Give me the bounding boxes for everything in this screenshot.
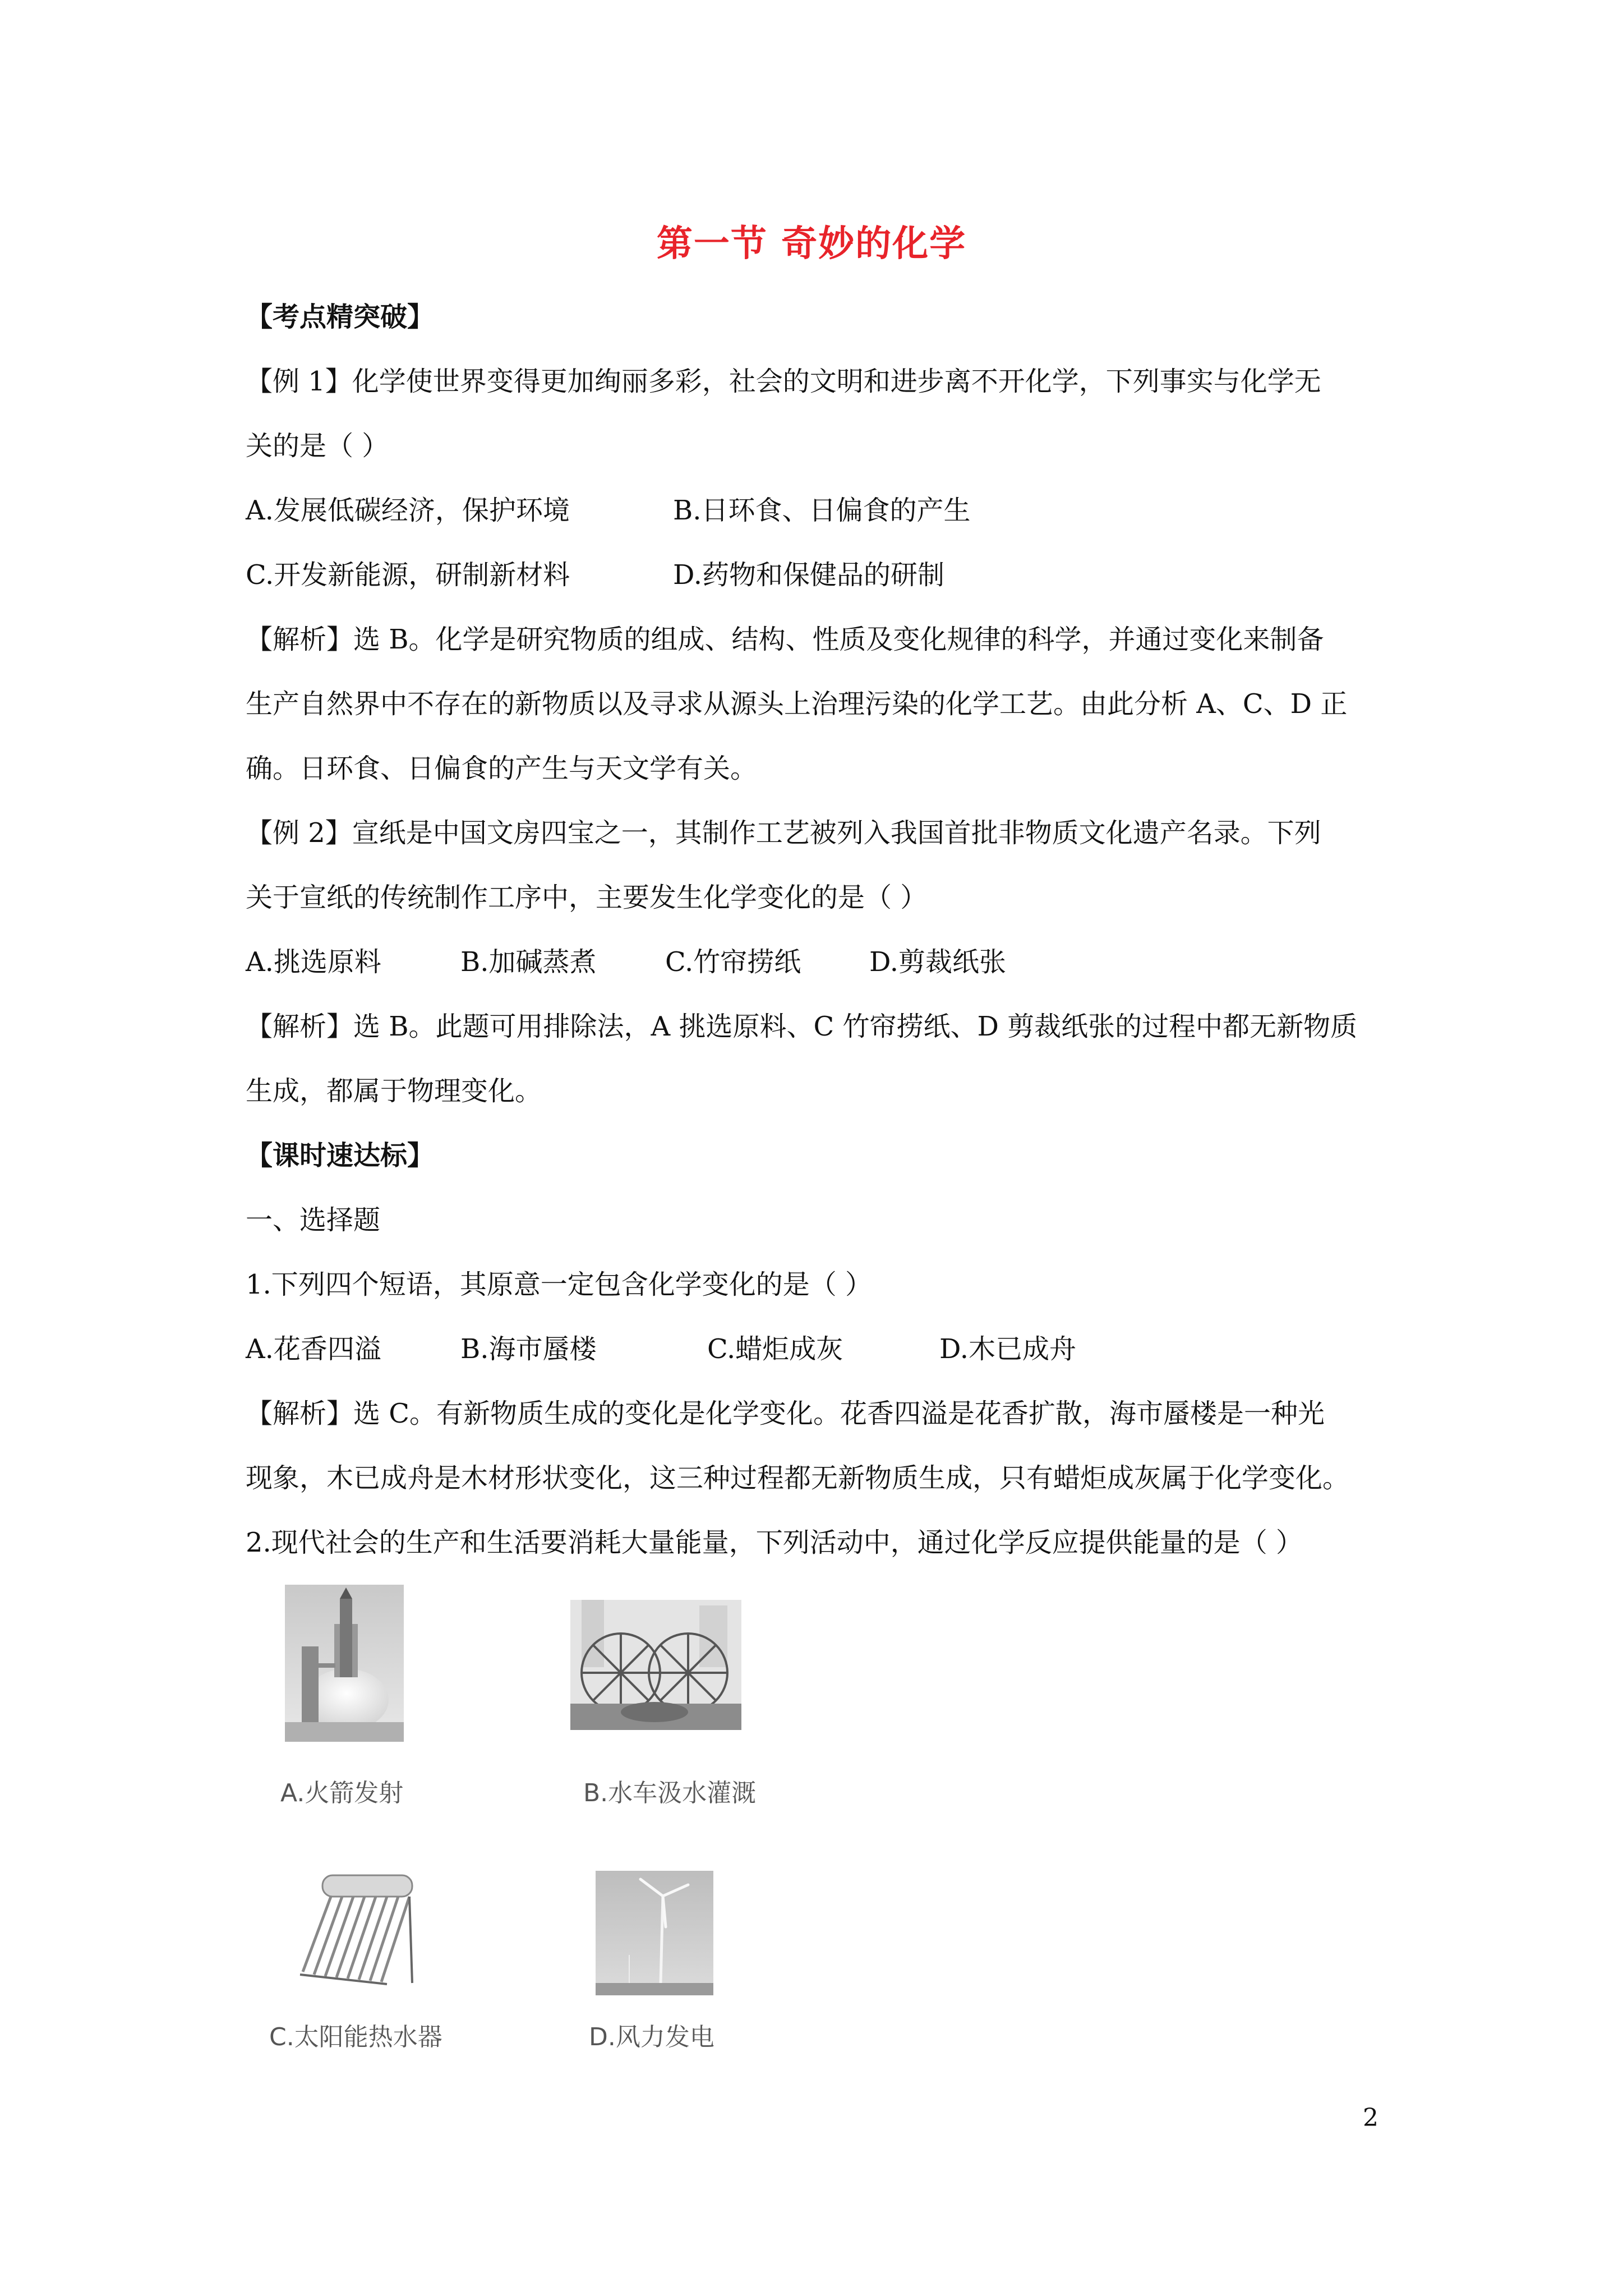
example-1-options-row-2	[246, 543, 1390, 608]
example-2-option-a: A.挑选原料	[246, 946, 381, 978]
question-1-option-b: B.海市蜃楼	[460, 1333, 597, 1365]
wind-power-image	[596, 1871, 713, 1995]
example-2-option-c: C.竹帘捞纸	[665, 946, 801, 978]
example-1-analysis-line-3: 确。日环食、日偏食的产生与天文学有关。	[246, 753, 758, 784]
example-1-option-c: C.开发新能源，研制新材料	[246, 559, 570, 591]
example-2-analysis-line-1: 【解析】选 B。此题可用排除法，A 挑选原料、C 竹帘捞纸、D 剪裁纸张的过程中都无新物质	[246, 1011, 1358, 1042]
section-heading-practice: 【课时速达标】	[246, 1140, 435, 1171]
example-1-question-line-2: 关的是（ ）	[246, 430, 389, 462]
question-1-analysis-line-1: 【解析】选 C。有新物质生成的变化是化学变化。花香四溢是花香扩散，海市蜃楼是一种光	[246, 1398, 1325, 1429]
caption-b: B.水车汲水灌溉	[583, 1779, 757, 1807]
example-1-option-b: B.日环食、日偏食的产生	[673, 495, 971, 526]
page-title: 第一节 奇妙的化学	[656, 223, 967, 265]
solar-heater-image	[292, 1871, 418, 1989]
part-heading-multiple-choice: 一、选择题	[246, 1204, 381, 1236]
caption-a: A.火箭发射	[280, 1779, 404, 1807]
caption-c: C.太阳能热水器	[269, 2023, 442, 2051]
question-1-option-c: C.蜡炬成灰	[707, 1333, 843, 1365]
question-1-option-d: D.木已成舟	[939, 1333, 1077, 1365]
example-1-analysis-line-2: 生产自然界中不存在的新物质以及寻求从源头上治理污染的化学工艺。由此分析 A、C、D 正	[246, 688, 1348, 720]
caption-d: D.风力发电	[589, 2023, 714, 2051]
rocket-launch-image	[285, 1585, 404, 1742]
question-1-options-row	[246, 1317, 1390, 1382]
example-2-question-line-2: 关于宣纸的传统制作工序中，主要发生化学变化的是（ ）	[246, 882, 928, 913]
example-1-option-a: A.发展低碳经济，保护环境	[246, 495, 570, 526]
water-wheel-image	[570, 1600, 741, 1730]
question-1-option-a: A.花香四溢	[246, 1333, 381, 1365]
example-1-question-line-1: 【例 1】化学使世界变得更加绚丽多彩，社会的文明和进步离不开化学，下列事实与化学无	[246, 366, 1321, 397]
example-1-analysis-line-1: 【解析】选 B。化学是研究物质的组成、结构、性质及变化规律的科学，并通过变化来制备	[246, 624, 1324, 655]
question-1-text: 1.下列四个短语，其原意一定包含化学变化的是（ ）	[246, 1269, 873, 1300]
page-number: 2	[1363, 2104, 1378, 2132]
example-2-analysis-line-2: 生成，都属于物理变化。	[246, 1075, 542, 1107]
example-2-option-b: B.加碱蒸煮	[460, 946, 597, 978]
example-2-option-d: D.剪裁纸张	[869, 946, 1007, 978]
question-2-text: 2.现代社会的生产和生活要消耗大量能量，下列活动中，通过化学反应提供能量的是（ ）	[246, 1527, 1303, 1558]
example-1-options-row-1	[246, 478, 1390, 543]
example-2-options-row	[246, 930, 1390, 995]
example-2-question-line-1: 【例 2】宣纸是中国文房四宝之一，其制作工艺被列入我国首批非物质文化遗产名录。下列	[246, 817, 1321, 849]
example-1-option-d: D.药物和保健品的研制	[673, 559, 945, 591]
content-block	[246, 285, 1390, 1575]
section-heading-key-points: 【考点精突破】	[246, 301, 435, 333]
question-1-analysis-line-2: 现象，木已成舟是木材形状变化，这三种过程都无新物质生成，只有蜡炬成灰属于化学变化。	[246, 1462, 1350, 1494]
